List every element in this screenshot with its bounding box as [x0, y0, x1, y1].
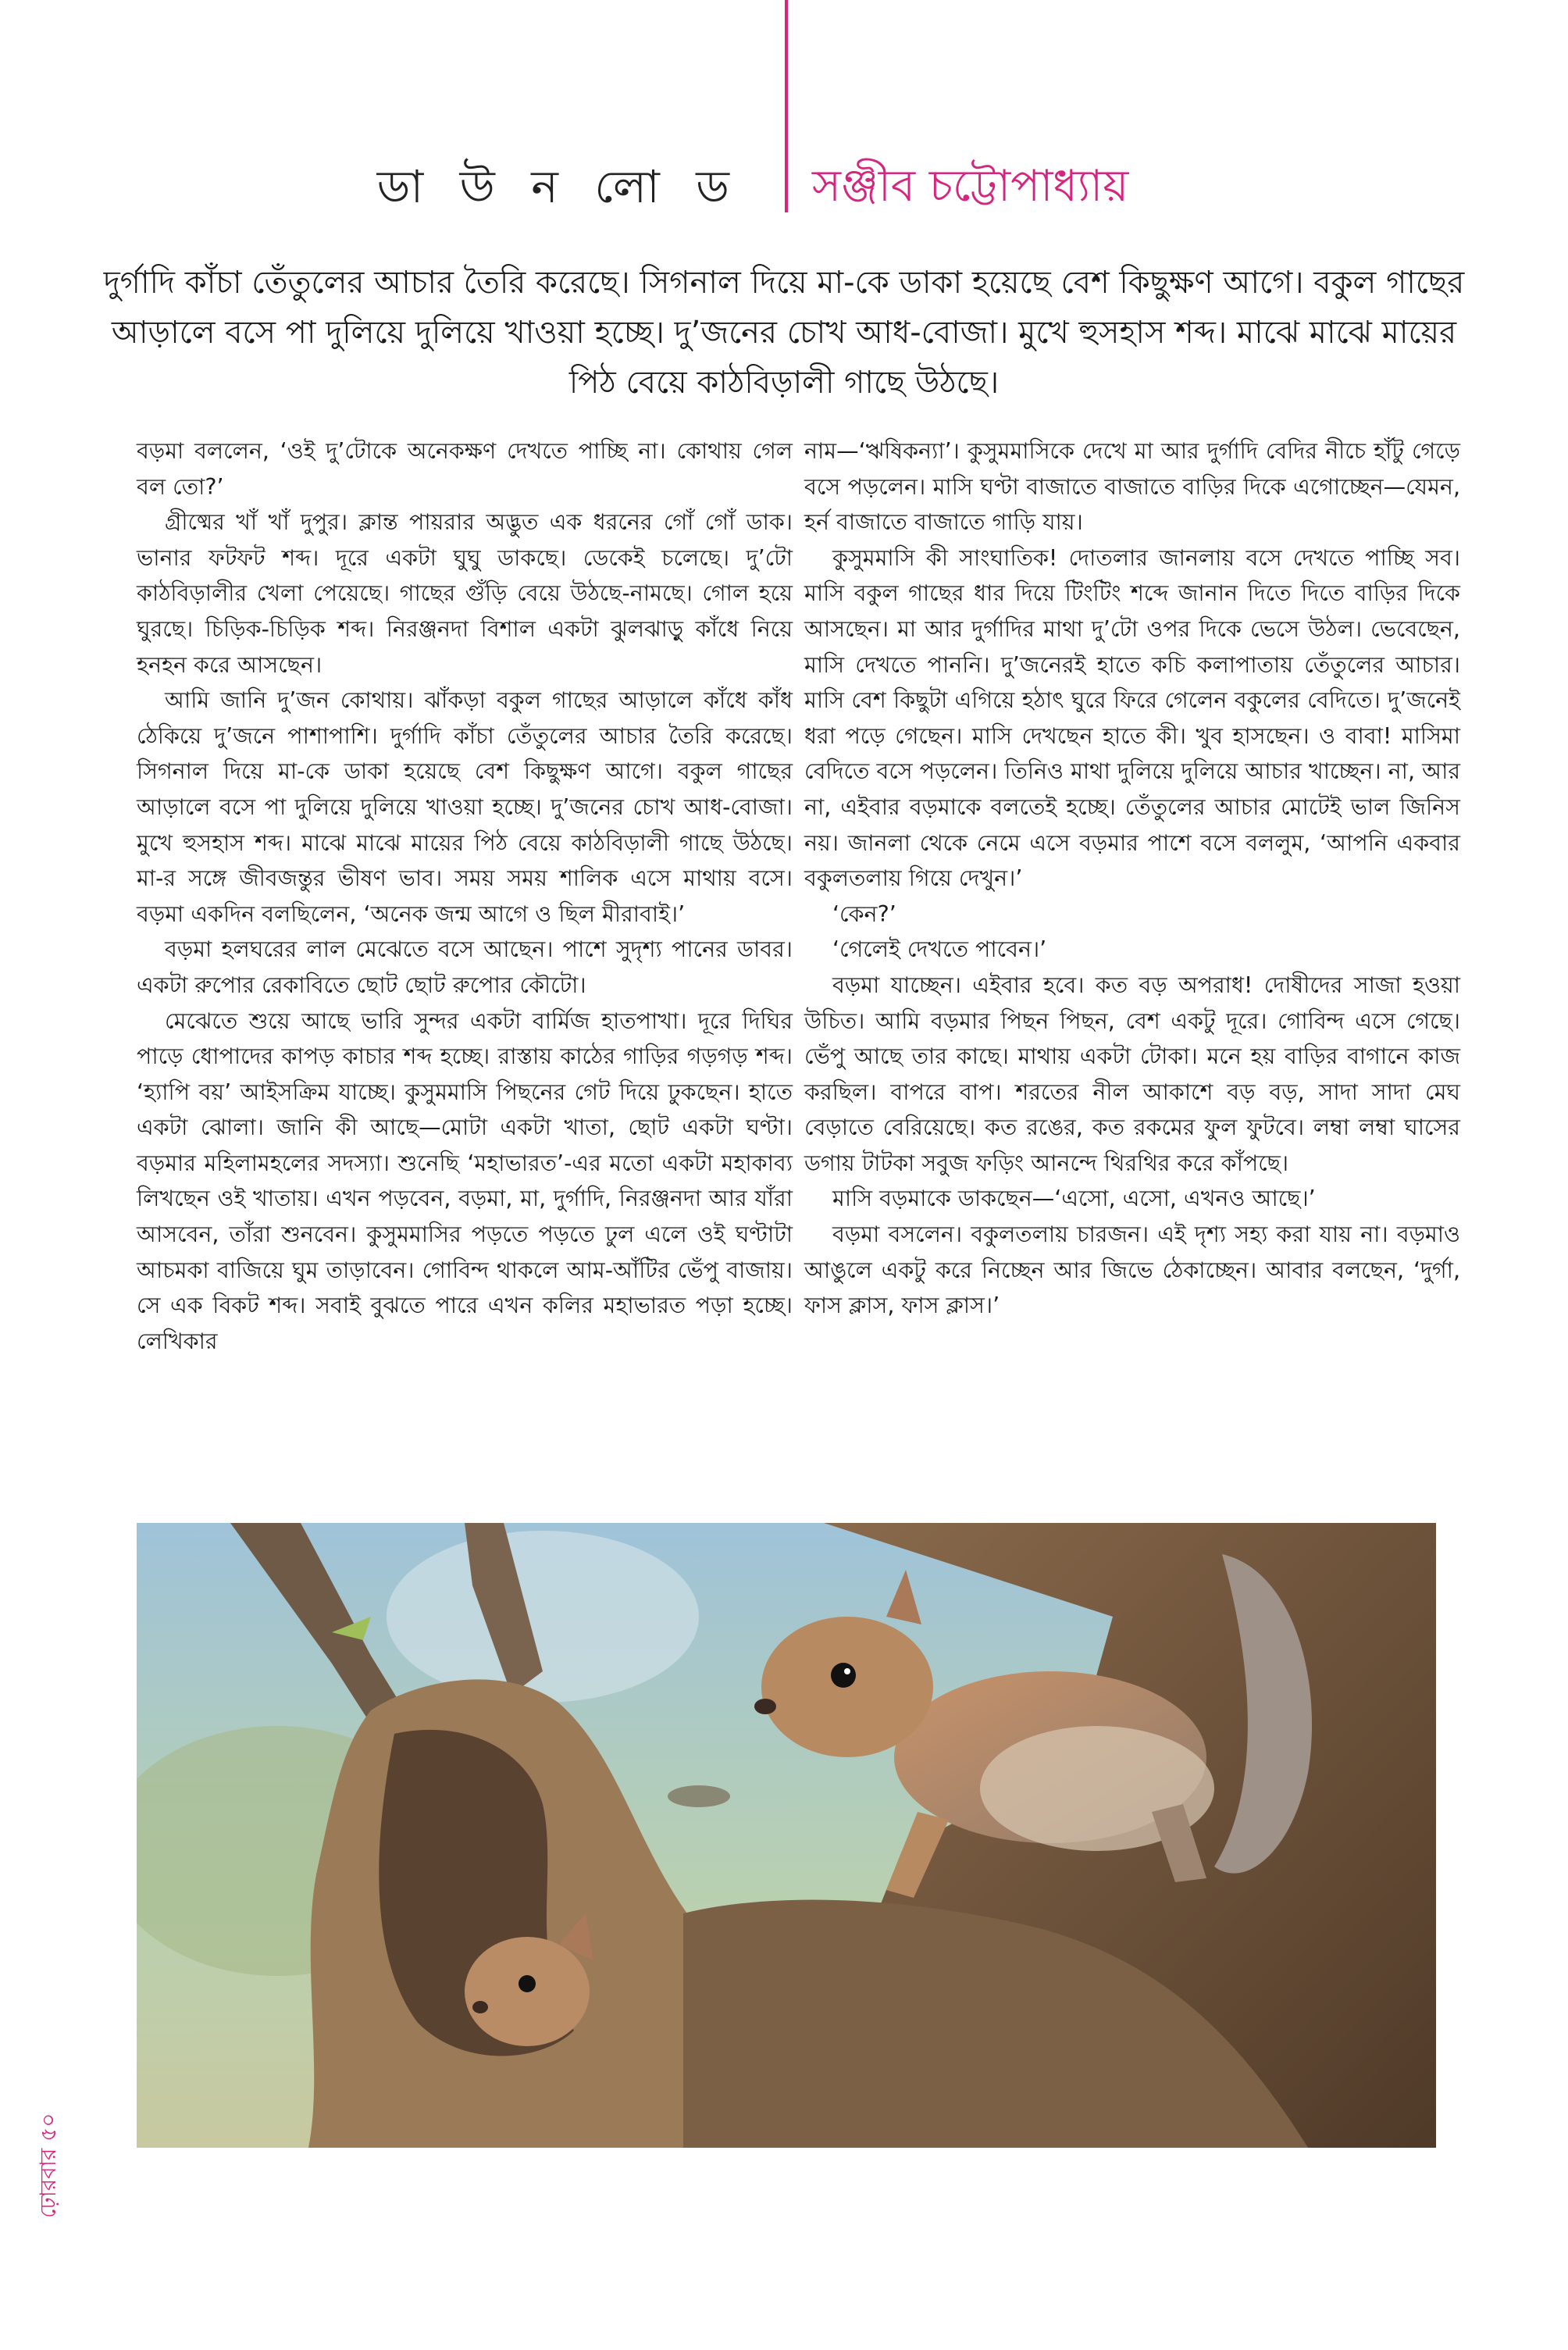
squirrel-illustration: [137, 1523, 1436, 2148]
body-paragraph: বড়মা যাচ্ছেন। এইবার হবে। কত বড় অপরাধ! দোষীদের সাজা হওয়া উচিত। আমি বড়মার পিছন পিছন, বেশ একটু দূরে। গোবিন্দ এসে গেছে। ভেঁপু আছে তার কাছে। মাথায় একটা টোকা। মনে হয় বাড়ির বাগানে কাজ করছিল। বাপরে বাপ। শরতের নীল আকাশে বড় বড়, সাদা সাদা মেঘ বেড়াতে বেরিয়েছে। কত রঙের, কত রকমের ফুল ফুটবে। লম্বা লম্বা ঘাসের ডগায় টাটকা সবুজ ফড়িং আনন্দে থিরথির করে কাঁপছে।: [804, 972, 1460, 1176]
body-paragraph: বড়মা বসলেন। বকুলতলায় চারজন। এই দৃশ্য সহ্য করা যায় না। বড়মাও আঙুলে একটু করে নিচ্ছেন আর জিভে ঠেকাচ্ছেন। আবার বলছেন, ‘দুর্গা, ফাস ক্লাস, ফাস ক্লাস।’: [804, 1221, 1460, 1319]
section-title: ডা উ ন লো ড: [376, 160, 740, 213]
body-paragraph: বড়মা বললেন, ‘ওই দু’টোকে অনেকক্ষণ দেখতে পাচ্ছি না। কোথায় গেল বল তো?’: [137, 438, 793, 500]
body-paragraph: ‘গেলেই দেখতে পাবেন।’: [832, 936, 1047, 963]
body-paragraph: বড়মা হলঘরের লাল মেঝেতে বসে আছেন। পাশে সুদৃশ্য পানের ডাবর। একটা রুপোর রেকাবিতে ছোট ছোট রুপোর কৌটো।: [137, 936, 793, 998]
author-name: সঞ্জীব চট্টোপাধ্যায়: [812, 161, 1129, 212]
body-paragraph: মাসি বড়মাকে ডাকছেন—‘এসো, এসো, এখনও আছে।’: [832, 1186, 1316, 1212]
body-paragraph: মেঝেতে শুয়ে আছে ভারি সুন্দর একটা বার্মিজ হাতপাখা। দূরে দিঘির পাড়ে ধোপাদের কাপড় কাচার শব্দ হচ্ছে। রাস্তায় কাঠের গাড়ির গড়গড় শব্দ। ‘হ্যাপি বয়’ আইসক্রিম যাচ্ছে। কুসুমমাসি পিছনের গেট দিয়ে ঢুকছেন। হাতে একটা ঝোলা। জানি কী আছে—মোটা একটা খাতা, ছোট একটা ঘণ্টা। বড়মার মহিলামহলের সদস্যা। শুনেছি ‘মহাভারত’-এর মতো একটা মহাকাব্য লিখছেন ওই খাতায়। এখন পড়বেন, বড়মা, মা, দুর্গাদি, নিরঞ্জনদা আর যাঁরা আসবেন, তাঁরা শুনবেন। কুসুমমাসির পড়তে পড়তে ঢুল এলে ওই ঘণ্টাটা আচমকা বাজিয়ে ঘুম তাড়াবেন। গোবিন্দ থাকলে আম-আঁটির ভেঁপু বাজায়। সে এক বিকট শব্দ। সবাই বুঝতে পারে এখন কলির মহাভারত পড়া হচ্ছে। লেখিকার: [137, 1007, 793, 1354]
page-number-label: ঢ়োরবার ৫০: [35, 2113, 61, 2218]
body-paragraph: আমি জানি দু’জন কোথায়। ঝাঁকড়া বকুল গাছের আড়ালে কাঁধে কাঁধ ঠেকিয়ে দু’জনে পাশাপাশি। দুর্গাদি কাঁচা তেঁতুলের আচার তৈরি করেছে। সিগনাল দিয়ে মা-কে ডাকা হয়েছে বেশ কিছুক্ষণ আগে। বকুল গাছের আড়ালে বসে পা দুলিয়ে দুলিয়ে খাওয়া হচ্ছে। দু’জনের চোখ আধ-বোজা। মুখে হুসহাস শব্দ। মাঝে মাঝে মায়ের পিঠ বেয়ে কাঠবিড়ালী গাছে উঠছে। মা-র সঙ্গে জীবজন্তুর ভীষণ ভাব। সময় সময় শালিক এসে মাথায় বসে। বড়মা একদিন বলছিলেন, ‘অনেক জন্ম আগে ও ছিল মীরাবাই।’: [137, 687, 793, 927]
squirrel-photo: [137, 1523, 1436, 2148]
left-column: [137, 433, 793, 1359]
body-paragraph: নাম—‘ঋষিকন্যা’। কুসুমমাসিকে দেখে মা আর দুর্গাদি বেদির নীচে হাঁটু গেড়ে বসে পড়লেন। মাসি ঘণ্টা বাজাতে বাজাতে বাড়ির দিকে এগোচ্ছেন—যেমন, হর্ন বাজাতে বাজাতে গাড়ি যায়।: [804, 438, 1460, 536]
body-paragraph: গ্রীষ্মের খাঁ খাঁ দুপুর। ক্লান্ত পায়রার অদ্ভুত এক ধরনের গোঁ গোঁ ডাক। ভানার ফটফট শব্দ। দূরে একটা ঘুঘু ডাকছে। ডেকেই চলেছে। দু’টো কাঠবিড়ালীর খেলা পেয়েছে। গাছের গুঁড়ি বেয়ে উঠছে-নামছে। গোল হয়ে ঘুরছে। চিড়িক-চিড়িক শব্দ। নিরঞ্জনদা বিশাল একটা ঝুলঝাড়ু কাঁধে নিয়ে হনহন করে আসছেন।: [137, 509, 793, 678]
body-paragraph: ‘কেন?’: [832, 900, 896, 927]
header-divider: [785, 0, 788, 212]
right-column: [804, 433, 1460, 1324]
intro-paragraph: দুর্গাদি কাঁচা তেঁতুলের আচার তৈরি করেছে। সিগনাল দিয়ে মা-কে ডাকা হয়েছে বেশ কিছুক্ষণ আগে। বকুল গাছের আড়ালে বসে পা দুলিয়ে দুলিয়ে খাওয়া হচ্ছে। দু’জনের চোখ আধ-বোজা। মুখে হুসহাস শব্দ। মাঝে মাঝে মায়ের পিঠ বেয়ে কাঠবিড়ালী গাছে উঠছে।: [103, 265, 1465, 401]
body-paragraph: কুসুমমাসি কী সাংঘাতিক! দোতলার জানলায় বসে দেখতে পাচ্ছি সব। মাসি বকুল গাছের ধার দিয়ে টিংটিং শব্দে জানান দিতে দিতে বাড়ির দিকে আসছেন। মা আর দুর্গাদির মাথা দু’টো ওপর দিকে ভেসে উঠল। ভেবেছেন, মাসি দেখতে পাননি। দু’জনেরই হাতে কচি কলাপাতায় তেঁতুলের আচার। মাসি বেশ কিছুটা এগিয়ে হঠাৎ ঘুরে ফিরে গেলেন বকুলের বেদিতে। দু’জনেই ধরা পড়ে গেছেন। মাসি দেখছেন হাতে কী। খুব হাসছেন। ও বাবা! মাসিমা বেদিতে বসে পড়লেন। তিনিও মাথা দুলিয়ে দুলিয়ে আচার খাচ্ছেন। না, আর না, এইবার বড়মাকে বলতেই হচ্ছে। তেঁতুলের আচার মোটেই ভাল জিনিস নয়। জানলা থেকে নেমে এসে বড়মার পাশে বসে বললুম, ‘আপনি একবার বকুলতলায় গিয়ে দেখুন।’: [804, 544, 1460, 892]
